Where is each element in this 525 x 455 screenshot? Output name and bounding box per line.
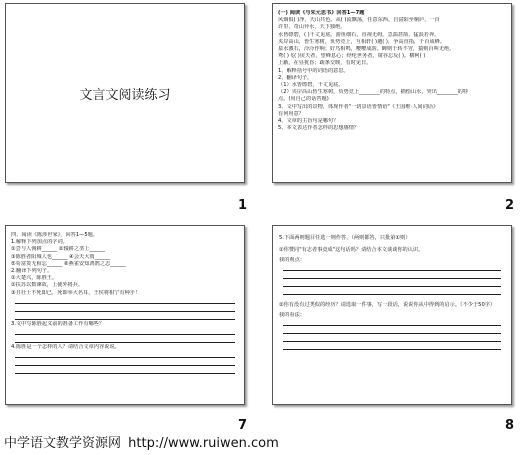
text-line: 5.下面两则题目任选一则作答。（两则都答，只批第①则） (279, 235, 411, 241)
answer-line (15, 305, 235, 312)
slide-8[interactable] (272, 225, 512, 405)
text-line: （1）水皆缥碧，千丈见底。 (278, 82, 344, 89)
text-line: 5、本文表达作者怎样的思想感情？ (278, 125, 360, 132)
answer-line (15, 297, 235, 304)
slide-title: 文言文阅读练习 (79, 88, 171, 103)
text-line: 4、文章的主旨句是哪句？ (278, 118, 339, 125)
slide-1[interactable] (5, 3, 245, 183)
footer (4, 432, 279, 451)
answer-line (15, 367, 235, 374)
text-line: ⑤苟富贵无相忘______ ⑥燕雀安知鸿鹄之志______ (11, 260, 126, 267)
text-line: ①你赞同"有志者事竟成"这句话吗？请结合本文谈谈你的认识。 (279, 247, 424, 253)
answer-line (283, 264, 501, 271)
answer-line (15, 359, 235, 366)
text-line: （2）夹岸高山皆生寒树，负势竞上________的特点，描绘山水，突出________的特 (278, 89, 469, 96)
answer-line (283, 280, 501, 287)
slide-number: 8 (505, 418, 515, 433)
text-line: 2.翻译下列句子。 (11, 268, 53, 275)
text-line: 有何用意？ (278, 110, 304, 117)
answer-line (15, 351, 235, 358)
text-line: 点。(用自己的话答题) (278, 96, 329, 103)
answer-line (283, 319, 501, 326)
text-line: 泉水激石，泠泠作响；好鸟相鸣，嘤嘤成韵。蝉则千转不穷，猿则百叫无绝。 (278, 46, 455, 53)
answer-line (15, 313, 235, 320)
text-line: ②你有没有过类似的经历？请选取一件事，写一段话，说说你从中得到的启示。（不少于50字） (279, 302, 496, 309)
text-line: ①尝与人佣耕______ ②辍耕之垄上______ (11, 246, 105, 253)
text-line: 2、翻译句子。 (278, 74, 313, 81)
slide-number: 7 (238, 418, 248, 433)
answer-line (283, 343, 501, 350)
text-line: 水皆缥碧，( )千丈见底。游鱼细石，直视无碍。急湍甚箭，猛浪若奔。 (278, 31, 440, 38)
answer-line (15, 336, 235, 343)
text-line: ③陈胜者阳城人也______ ④会天大雨______ (11, 253, 111, 260)
answer-line (15, 328, 235, 335)
text-line: 4.陈胜是一个怎样的人？请结合文章内容说说。 (11, 344, 120, 351)
answer-line (283, 272, 501, 279)
text-line: 四、阅读《陈涉世家》，回答1—5题。 (11, 232, 99, 238)
text-line: 3、文中写出的景物，体现作者"一切景语皆情语"《王国维·人间词话》 (278, 103, 439, 110)
site-url[interactable]: http://www.ruiwen.com (128, 436, 279, 451)
answer-line (283, 288, 501, 295)
slide-2-body (278, 10, 506, 132)
text-line: 3.文中写陈胜起义前的准备工作有哪些？ (11, 320, 105, 327)
answer-line (283, 327, 501, 334)
slide-2[interactable] (272, 3, 512, 183)
site-name: 中学语文教学资源网 (4, 436, 122, 451)
text-line: ①大楚兴，陈胜王。 (11, 275, 58, 282)
text-line: 鸢( )飞( )戾天者，望峰息心；经纶世务者，窥谷忘反( )。横柯( ) (278, 53, 426, 60)
text-line: ③且壮士不死即已，死即举大名耳，王侯将相宁有种乎！ (11, 289, 141, 296)
text-line: 我的看法： (279, 312, 305, 319)
text-line: 许里，奇山异水，天下独绝。 (278, 24, 346, 31)
slide-number: 2 (505, 198, 515, 213)
text-line: (一) 阅读《与朱元思书》回答1—7题 (278, 10, 365, 16)
slide-7[interactable] (5, 225, 245, 405)
text-line: 夹岸高山，皆生寒树，负势竞上，互相轩( )邈( )，争高直指，千百成峰。 (278, 38, 446, 45)
answer-line (283, 335, 501, 342)
text-line: 上蔽，在昼犹昏；疏条交映，有时见日。 (278, 60, 372, 67)
text-line: ②扶苏以数谏故，上使外将兵。 (11, 282, 84, 289)
text-line: 我的观点： (279, 257, 305, 263)
text-line: 风烟俱( )净，天山共色。从( )流飘荡，任意东西。自富阳至桐庐，一百 (278, 17, 440, 24)
slide-number: 1 (238, 198, 248, 213)
text-line: 1.解释下列加点的字词。 (11, 239, 68, 246)
text-line: 1、解释括号中的词语的意思。 (278, 67, 349, 74)
